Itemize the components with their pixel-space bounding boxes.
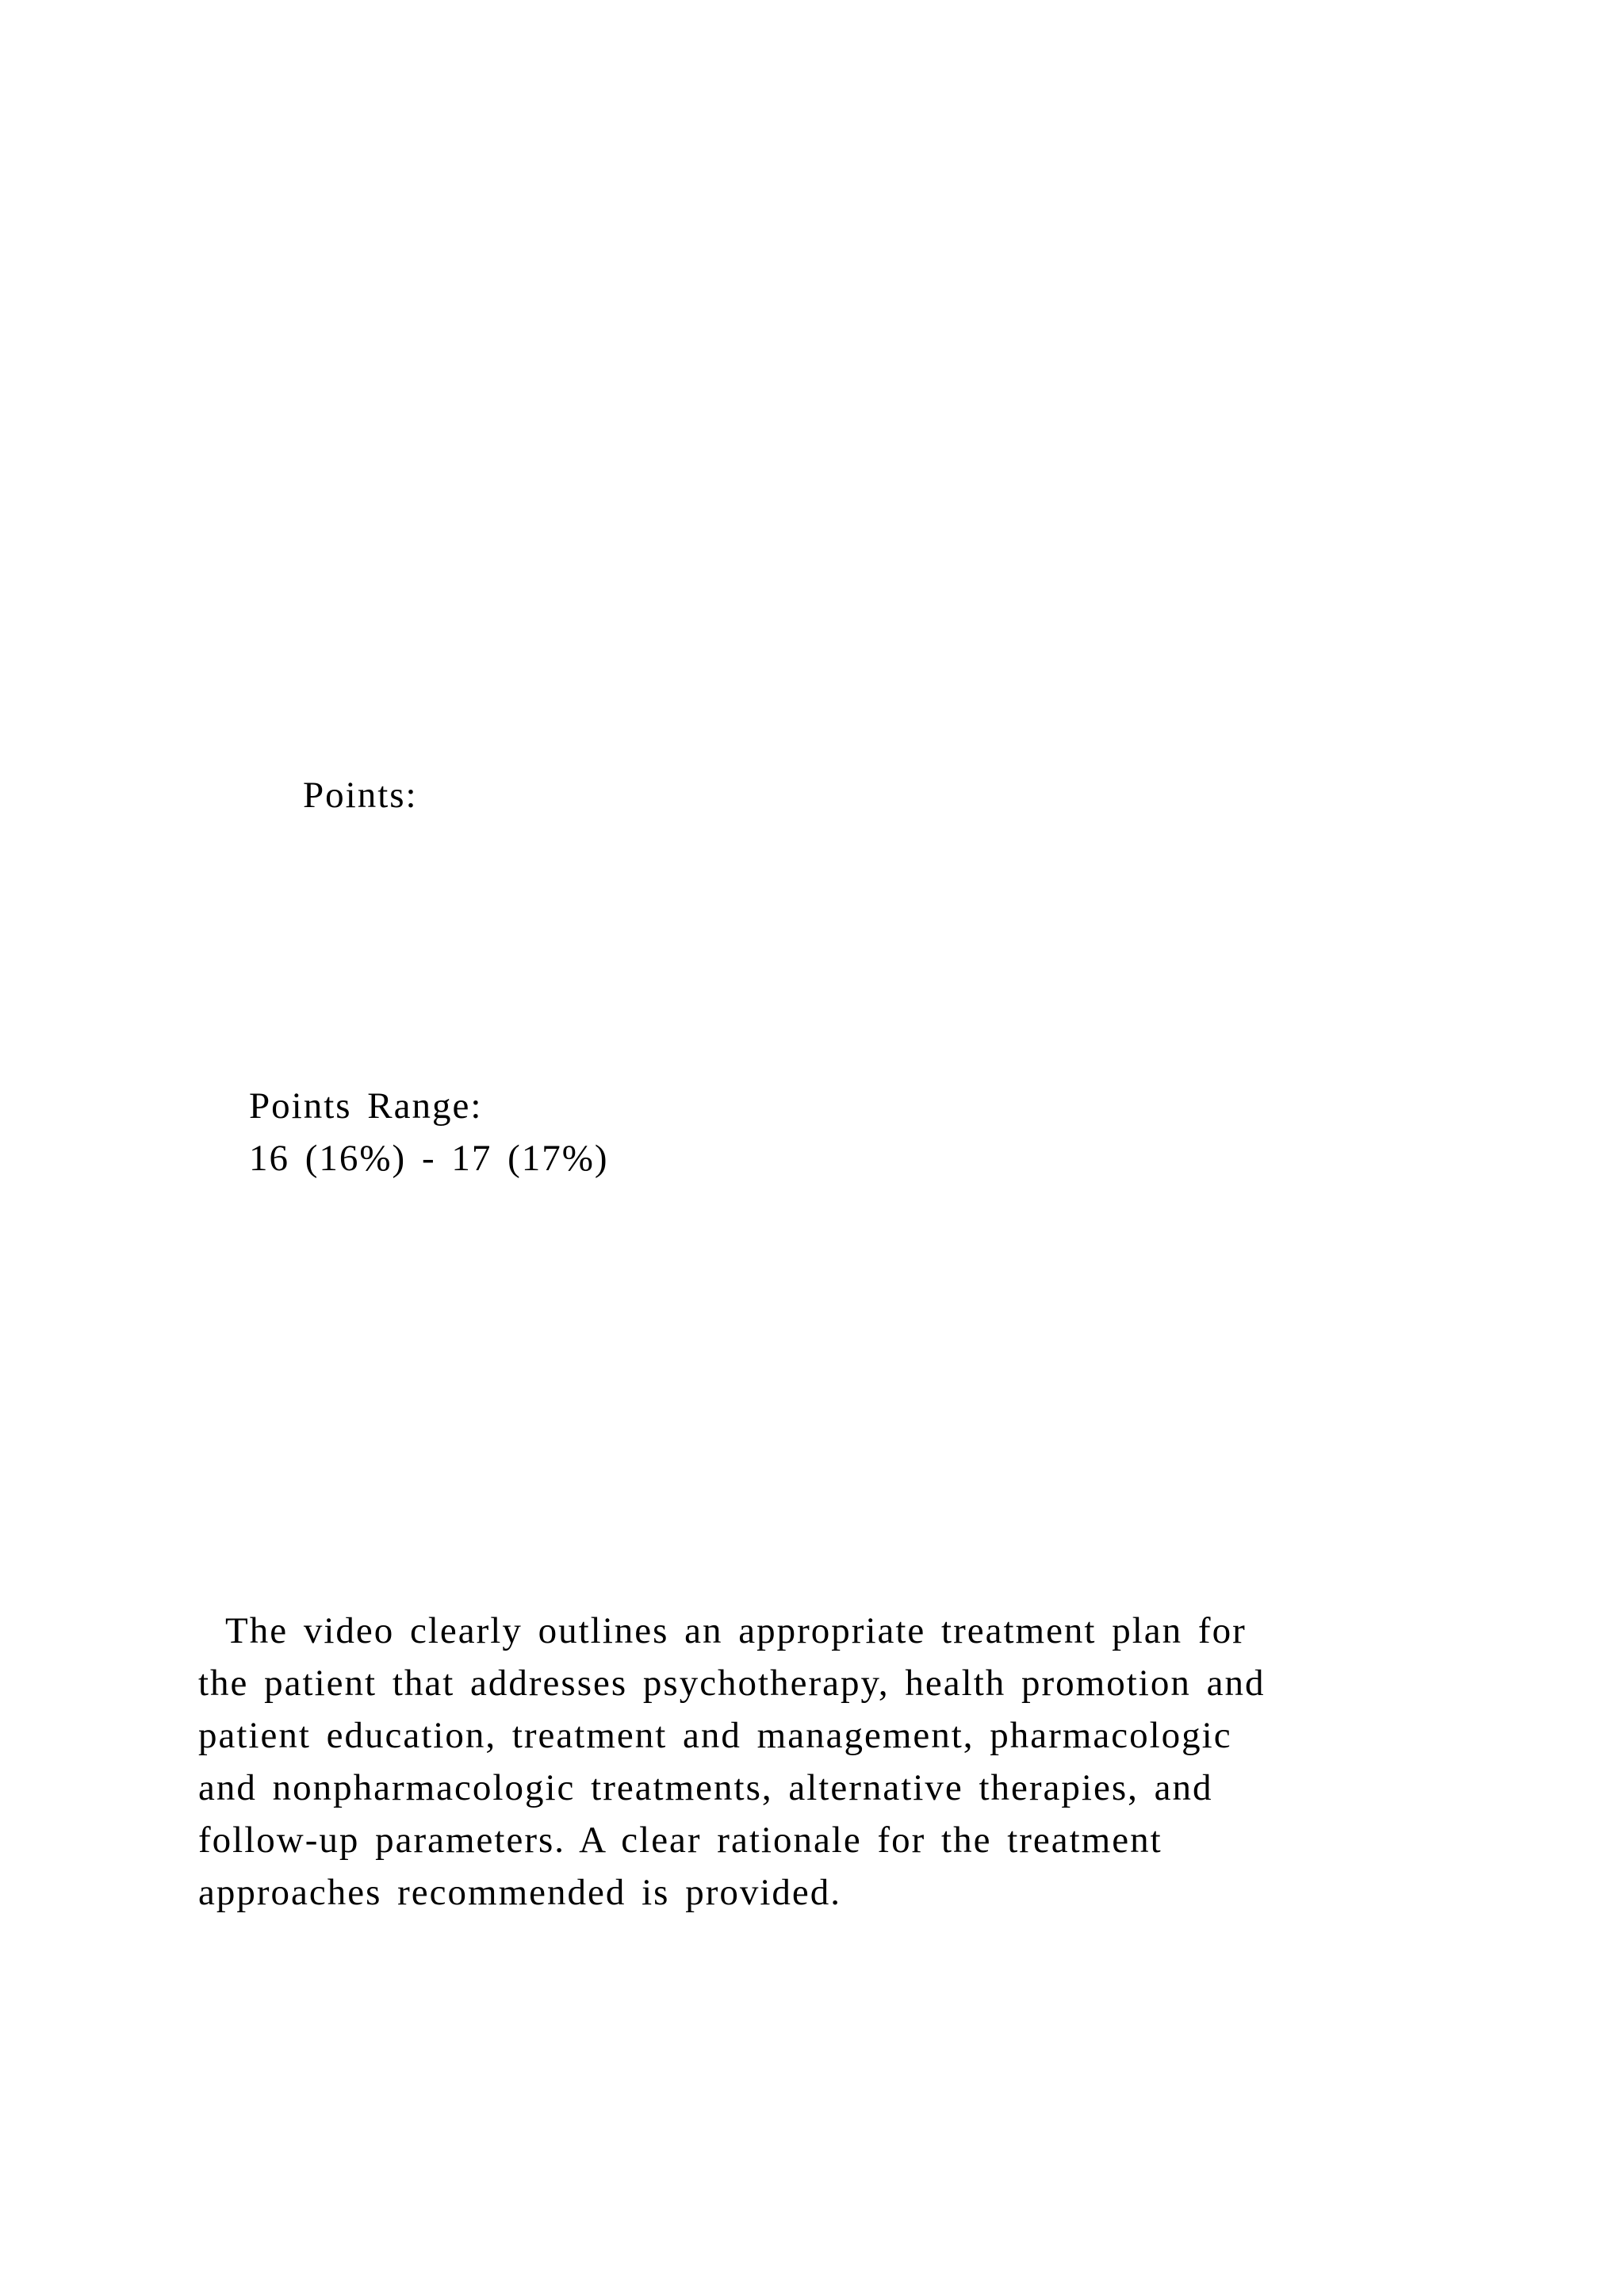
description-line: approaches recommended is provided.: [198, 1872, 842, 1913]
points-range-value: 16 (16%) - 17 (17%): [249, 1138, 609, 1179]
rubric-description: [198, 1605, 1265, 1919]
description-line: patient education, treatment and management, pharmacologic: [198, 1715, 1232, 1756]
description-line: the patient that addresses psychotherapy, health promotion and: [198, 1663, 1266, 1704]
description-line: The video clearly outlines an appropriate treatment plan for: [225, 1610, 1247, 1651]
points-range-label: Points Range:: [249, 1085, 483, 1127]
description-line: and nonpharmacologic treatments, alternative therapies, and: [198, 1767, 1213, 1808]
description-line: follow-up parameters. A clear rationale for the treatment: [198, 1820, 1162, 1861]
points-label: Points:: [303, 775, 418, 816]
